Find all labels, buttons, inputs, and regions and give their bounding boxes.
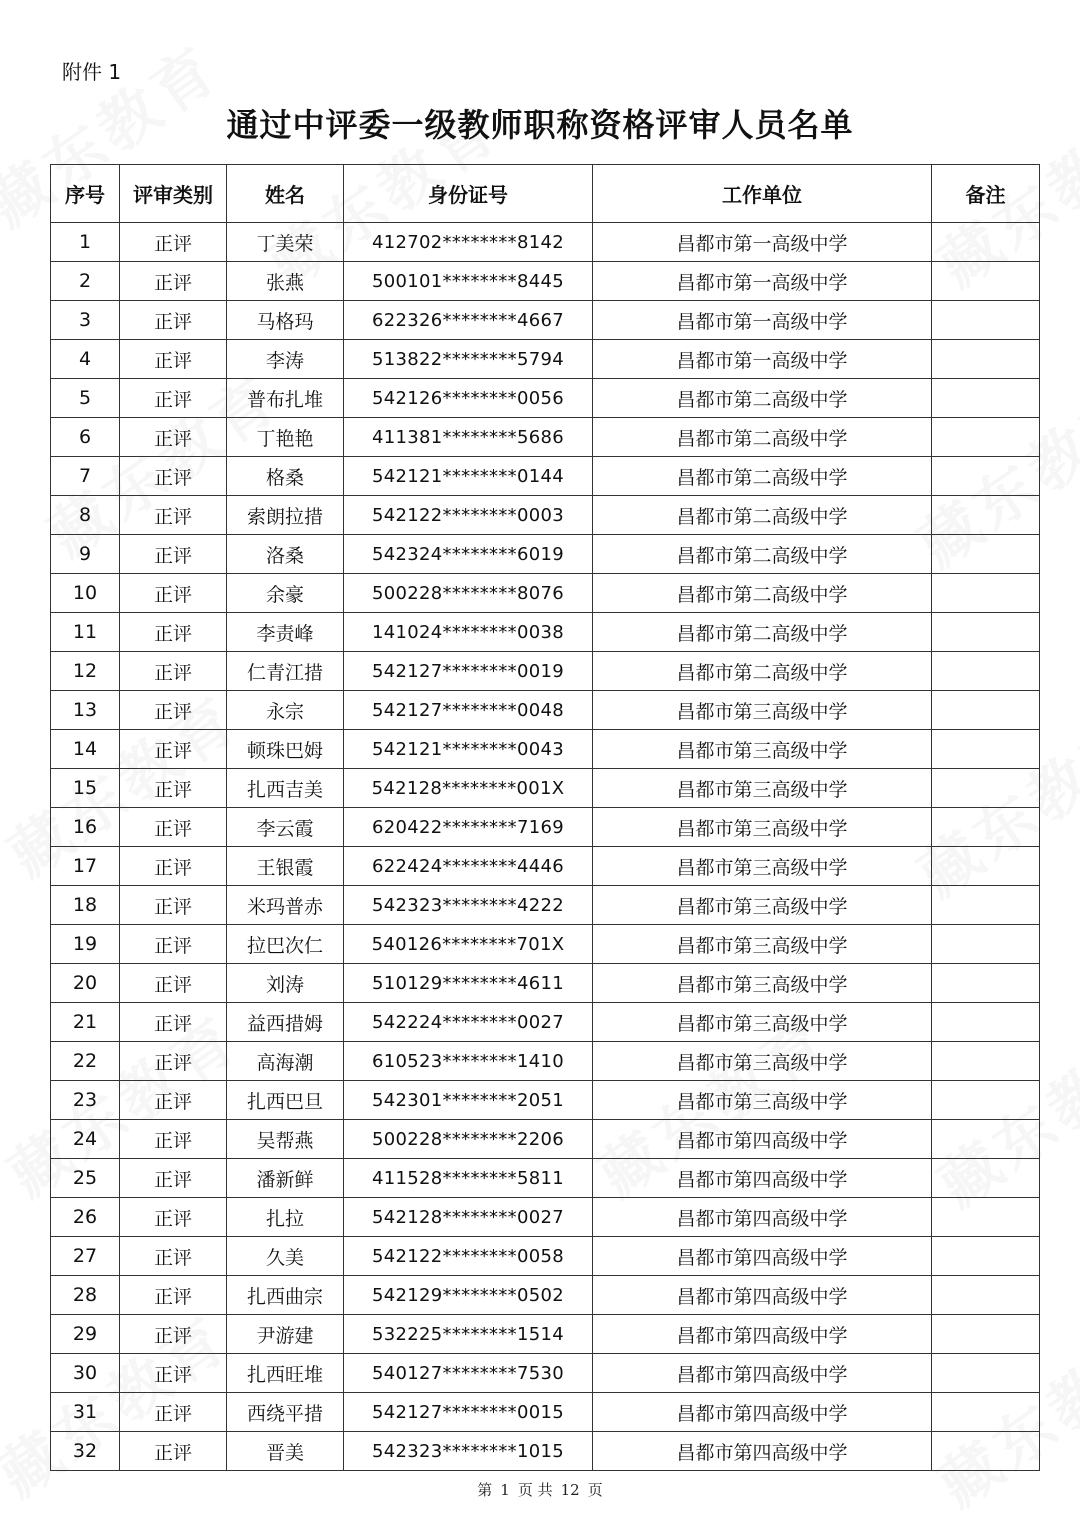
cell-review-type: 正评 [120, 1198, 227, 1237]
cell-name: 李责峰 [227, 613, 344, 652]
cell-index: 26 [51, 1198, 120, 1237]
cell-name: 李涛 [227, 340, 344, 379]
cell-remarks [932, 1042, 1040, 1081]
table-row [51, 1237, 1040, 1276]
cell-remarks [932, 691, 1040, 730]
cell-work-unit: 昌都市第二高级中学 [593, 574, 932, 613]
cell-id-number: 542121********0144 [344, 457, 593, 496]
cell-index: 1 [51, 223, 120, 262]
cell-remarks [932, 1003, 1040, 1042]
cell-name: 晋美 [227, 1432, 344, 1471]
cell-id-number: 540127********7530 [344, 1354, 593, 1393]
cell-id-number: 622326********4667 [344, 301, 593, 340]
table-header-row [51, 165, 1040, 223]
table-row [51, 379, 1040, 418]
table-row [51, 1315, 1040, 1354]
table-row [51, 769, 1040, 808]
cell-name: 吴帮燕 [227, 1120, 344, 1159]
cell-remarks [932, 457, 1040, 496]
cell-review-type: 正评 [120, 1276, 227, 1315]
table-row [51, 1393, 1040, 1432]
cell-work-unit: 昌都市第二高级中学 [593, 496, 932, 535]
page-footer [0, 1479, 1080, 1500]
cell-remarks [932, 535, 1040, 574]
cell-review-type: 正评 [120, 886, 227, 925]
cell-review-type: 正评 [120, 964, 227, 1003]
header-name: 姓名 [227, 165, 344, 223]
cell-id-number: 542128********001X [344, 769, 593, 808]
table-row [51, 340, 1040, 379]
cell-work-unit: 昌都市第一高级中学 [593, 223, 932, 262]
table-row [51, 1042, 1040, 1081]
cell-index: 17 [51, 847, 120, 886]
cell-review-type: 正评 [120, 535, 227, 574]
cell-remarks [932, 301, 1040, 340]
cell-review-type: 正评 [120, 496, 227, 535]
table-row [51, 1003, 1040, 1042]
cell-review-type: 正评 [120, 379, 227, 418]
cell-review-type: 正评 [120, 457, 227, 496]
cell-work-unit: 昌都市第四高级中学 [593, 1432, 932, 1471]
cell-index: 18 [51, 886, 120, 925]
cell-work-unit: 昌都市第三高级中学 [593, 886, 932, 925]
header-remarks: 备注 [932, 165, 1040, 223]
table-row [51, 613, 1040, 652]
cell-work-unit: 昌都市第四高级中学 [593, 1198, 932, 1237]
cell-remarks [932, 223, 1040, 262]
cell-review-type: 正评 [120, 574, 227, 613]
cell-review-type: 正评 [120, 262, 227, 301]
table-row [51, 301, 1040, 340]
cell-review-type: 正评 [120, 691, 227, 730]
cell-remarks [932, 1276, 1040, 1315]
cell-work-unit: 昌都市第二高级中学 [593, 613, 932, 652]
cell-review-type: 正评 [120, 808, 227, 847]
cell-review-type: 正评 [120, 1393, 227, 1432]
header-id-number: 身份证号 [344, 165, 593, 223]
cell-index: 32 [51, 1432, 120, 1471]
cell-remarks [932, 574, 1040, 613]
cell-index: 15 [51, 769, 120, 808]
cell-work-unit: 昌都市第一高级中学 [593, 262, 932, 301]
cell-index: 19 [51, 925, 120, 964]
cell-index: 4 [51, 340, 120, 379]
table-row [51, 808, 1040, 847]
cell-id-number: 542121********0043 [344, 730, 593, 769]
cell-name: 扎西巴旦 [227, 1081, 344, 1120]
cell-name: 扎西吉美 [227, 769, 344, 808]
cell-id-number: 620422********7169 [344, 808, 593, 847]
cell-id-number: 542224********0027 [344, 1003, 593, 1042]
cell-review-type: 正评 [120, 1315, 227, 1354]
cell-id-number: 542128********0027 [344, 1198, 593, 1237]
header-work-unit: 工作单位 [593, 165, 932, 223]
cell-name: 普布扎堆 [227, 379, 344, 418]
cell-index: 31 [51, 1393, 120, 1432]
cell-review-type: 正评 [120, 1354, 227, 1393]
cell-id-number: 542127********0048 [344, 691, 593, 730]
cell-name: 久美 [227, 1237, 344, 1276]
cell-work-unit: 昌都市第二高级中学 [593, 418, 932, 457]
cell-work-unit: 昌都市第二高级中学 [593, 652, 932, 691]
cell-name: 索朗拉措 [227, 496, 344, 535]
cell-name: 顿珠巴姆 [227, 730, 344, 769]
cell-index: 11 [51, 613, 120, 652]
cell-work-unit: 昌都市第二高级中学 [593, 535, 932, 574]
cell-remarks [932, 1432, 1040, 1471]
table-row [51, 964, 1040, 1003]
cell-name: 拉巴次仁 [227, 925, 344, 964]
cell-id-number: 141024********0038 [344, 613, 593, 652]
cell-work-unit: 昌都市第三高级中学 [593, 808, 932, 847]
cell-work-unit: 昌都市第三高级中学 [593, 769, 932, 808]
cell-name: 益西措姆 [227, 1003, 344, 1042]
cell-remarks [932, 1120, 1040, 1159]
cell-review-type: 正评 [120, 847, 227, 886]
cell-remarks [932, 496, 1040, 535]
cell-name: 李云霞 [227, 808, 344, 847]
table-row [51, 574, 1040, 613]
cell-id-number: 542301********2051 [344, 1081, 593, 1120]
cell-index: 20 [51, 964, 120, 1003]
table-row [51, 1159, 1040, 1198]
cell-id-number: 542323********4222 [344, 886, 593, 925]
cell-index: 25 [51, 1159, 120, 1198]
cell-remarks [932, 769, 1040, 808]
cell-name: 刘涛 [227, 964, 344, 1003]
header-index: 序号 [51, 165, 120, 223]
attachment-label: 附件 1 [62, 60, 122, 84]
cell-name: 尹游建 [227, 1315, 344, 1354]
cell-work-unit: 昌都市第四高级中学 [593, 1237, 932, 1276]
cell-work-unit: 昌都市第二高级中学 [593, 457, 932, 496]
cell-name: 扎拉 [227, 1198, 344, 1237]
cell-name: 马格玛 [227, 301, 344, 340]
cell-name: 米玛普赤 [227, 886, 344, 925]
cell-work-unit: 昌都市第三高级中学 [593, 1081, 932, 1120]
cell-remarks [932, 1159, 1040, 1198]
cell-id-number: 542129********0502 [344, 1276, 593, 1315]
cell-id-number: 540126********701X [344, 925, 593, 964]
cell-index: 10 [51, 574, 120, 613]
cell-work-unit: 昌都市第四高级中学 [593, 1354, 932, 1393]
cell-name: 扎西曲宗 [227, 1276, 344, 1315]
cell-work-unit: 昌都市第四高级中学 [593, 1393, 932, 1432]
cell-index: 5 [51, 379, 120, 418]
table-row [51, 1276, 1040, 1315]
cell-review-type: 正评 [120, 1003, 227, 1042]
footer-suffix: 页 [587, 1481, 603, 1499]
cell-review-type: 正评 [120, 652, 227, 691]
cell-index: 2 [51, 262, 120, 301]
cell-index: 24 [51, 1120, 120, 1159]
cell-index: 7 [51, 457, 120, 496]
cell-work-unit: 昌都市第一高级中学 [593, 340, 932, 379]
cell-work-unit: 昌都市第三高级中学 [593, 730, 932, 769]
cell-index: 27 [51, 1237, 120, 1276]
cell-remarks [932, 730, 1040, 769]
cell-id-number: 542323********1015 [344, 1432, 593, 1471]
cell-review-type: 正评 [120, 340, 227, 379]
table-row [51, 691, 1040, 730]
cell-work-unit: 昌都市第三高级中学 [593, 1042, 932, 1081]
cell-index: 16 [51, 808, 120, 847]
cell-index: 14 [51, 730, 120, 769]
cell-review-type: 正评 [120, 925, 227, 964]
cell-id-number: 500228********2206 [344, 1120, 593, 1159]
cell-id-number: 542127********0015 [344, 1393, 593, 1432]
cell-index: 6 [51, 418, 120, 457]
cell-id-number: 610523********1410 [344, 1042, 593, 1081]
cell-work-unit: 昌都市第三高级中学 [593, 691, 932, 730]
cell-review-type: 正评 [120, 1042, 227, 1081]
table-row [51, 535, 1040, 574]
cell-name: 格桑 [227, 457, 344, 496]
cell-remarks [932, 847, 1040, 886]
cell-index: 3 [51, 301, 120, 340]
cell-remarks [932, 964, 1040, 1003]
cell-work-unit: 昌都市第三高级中学 [593, 847, 932, 886]
cell-review-type: 正评 [120, 301, 227, 340]
cell-review-type: 正评 [120, 1432, 227, 1471]
cell-index: 9 [51, 535, 120, 574]
cell-review-type: 正评 [120, 1159, 227, 1198]
table-row [51, 418, 1040, 457]
cell-work-unit: 昌都市第一高级中学 [593, 301, 932, 340]
cell-review-type: 正评 [120, 223, 227, 262]
cell-review-type: 正评 [120, 769, 227, 808]
cell-remarks [932, 808, 1040, 847]
table-row [51, 496, 1040, 535]
table-row [51, 1081, 1040, 1120]
cell-name: 洛桑 [227, 535, 344, 574]
cell-work-unit: 昌都市第四高级中学 [593, 1315, 932, 1354]
table-row [51, 1432, 1040, 1471]
cell-id-number: 622424********4446 [344, 847, 593, 886]
document-title: 通过中评委一级教师职称资格评审人员名单 [226, 106, 854, 144]
cell-remarks [932, 1315, 1040, 1354]
cell-name: 丁艳艳 [227, 418, 344, 457]
cell-work-unit: 昌都市第三高级中学 [593, 925, 932, 964]
table-row [51, 847, 1040, 886]
table-row [51, 262, 1040, 301]
header-review-type: 评审类别 [120, 165, 227, 223]
cell-name: 高海潮 [227, 1042, 344, 1081]
cell-id-number: 500228********8076 [344, 574, 593, 613]
cell-name: 西绕平措 [227, 1393, 344, 1432]
cell-remarks [932, 262, 1040, 301]
cell-remarks [932, 613, 1040, 652]
cell-remarks [932, 1237, 1040, 1276]
cell-id-number: 412702********8142 [344, 223, 593, 262]
cell-work-unit: 昌都市第二高级中学 [593, 379, 932, 418]
cell-id-number: 542122********0003 [344, 496, 593, 535]
roster-body [51, 223, 1040, 1471]
cell-index: 28 [51, 1276, 120, 1315]
table-row [51, 886, 1040, 925]
cell-name: 扎西旺堆 [227, 1354, 344, 1393]
cell-remarks [932, 418, 1040, 457]
cell-name: 仁青江措 [227, 652, 344, 691]
cell-review-type: 正评 [120, 1237, 227, 1276]
cell-remarks [932, 886, 1040, 925]
cell-review-type: 正评 [120, 418, 227, 457]
cell-work-unit: 昌都市第三高级中学 [593, 1003, 932, 1042]
table-row [51, 1354, 1040, 1393]
cell-index: 8 [51, 496, 120, 535]
cell-id-number: 513822********5794 [344, 340, 593, 379]
cell-id-number: 411381********5686 [344, 418, 593, 457]
cell-name: 潘新鲜 [227, 1159, 344, 1198]
footer-page-number: 1 [500, 1481, 510, 1499]
cell-remarks [932, 1198, 1040, 1237]
roster-table [50, 164, 1040, 1471]
cell-id-number: 532225********1514 [344, 1315, 593, 1354]
cell-index: 22 [51, 1042, 120, 1081]
cell-remarks [932, 925, 1040, 964]
cell-remarks [932, 340, 1040, 379]
cell-work-unit: 昌都市第三高级中学 [593, 964, 932, 1003]
cell-index: 13 [51, 691, 120, 730]
cell-name: 张燕 [227, 262, 344, 301]
cell-remarks [932, 379, 1040, 418]
table-row [51, 1198, 1040, 1237]
cell-index: 21 [51, 1003, 120, 1042]
footer-middle: 页 共 [517, 1481, 553, 1499]
cell-review-type: 正评 [120, 1081, 227, 1120]
cell-name: 丁美荣 [227, 223, 344, 262]
cell-id-number: 542324********6019 [344, 535, 593, 574]
cell-remarks [932, 1081, 1040, 1120]
table-row [51, 652, 1040, 691]
cell-id-number: 542122********0058 [344, 1237, 593, 1276]
cell-review-type: 正评 [120, 730, 227, 769]
table-row [51, 925, 1040, 964]
table-row [51, 457, 1040, 496]
cell-index: 29 [51, 1315, 120, 1354]
cell-id-number: 542127********0019 [344, 652, 593, 691]
cell-work-unit: 昌都市第四高级中学 [593, 1276, 932, 1315]
cell-work-unit: 昌都市第四高级中学 [593, 1120, 932, 1159]
cell-index: 23 [51, 1081, 120, 1120]
cell-index: 30 [51, 1354, 120, 1393]
cell-id-number: 542126********0056 [344, 379, 593, 418]
table-row [51, 223, 1040, 262]
table-row [51, 1120, 1040, 1159]
cell-remarks [932, 1354, 1040, 1393]
cell-id-number: 510129********4611 [344, 964, 593, 1003]
cell-name: 余豪 [227, 574, 344, 613]
table-row [51, 730, 1040, 769]
cell-remarks [932, 1393, 1040, 1432]
cell-id-number: 500101********8445 [344, 262, 593, 301]
cell-index: 12 [51, 652, 120, 691]
cell-name: 永宗 [227, 691, 344, 730]
cell-review-type: 正评 [120, 1120, 227, 1159]
footer-total-pages: 12 [560, 1481, 580, 1499]
cell-id-number: 411528********5811 [344, 1159, 593, 1198]
cell-remarks [932, 652, 1040, 691]
footer-prefix: 第 [477, 1481, 493, 1499]
cell-review-type: 正评 [120, 613, 227, 652]
cell-name: 王银霞 [227, 847, 344, 886]
cell-work-unit: 昌都市第四高级中学 [593, 1159, 932, 1198]
